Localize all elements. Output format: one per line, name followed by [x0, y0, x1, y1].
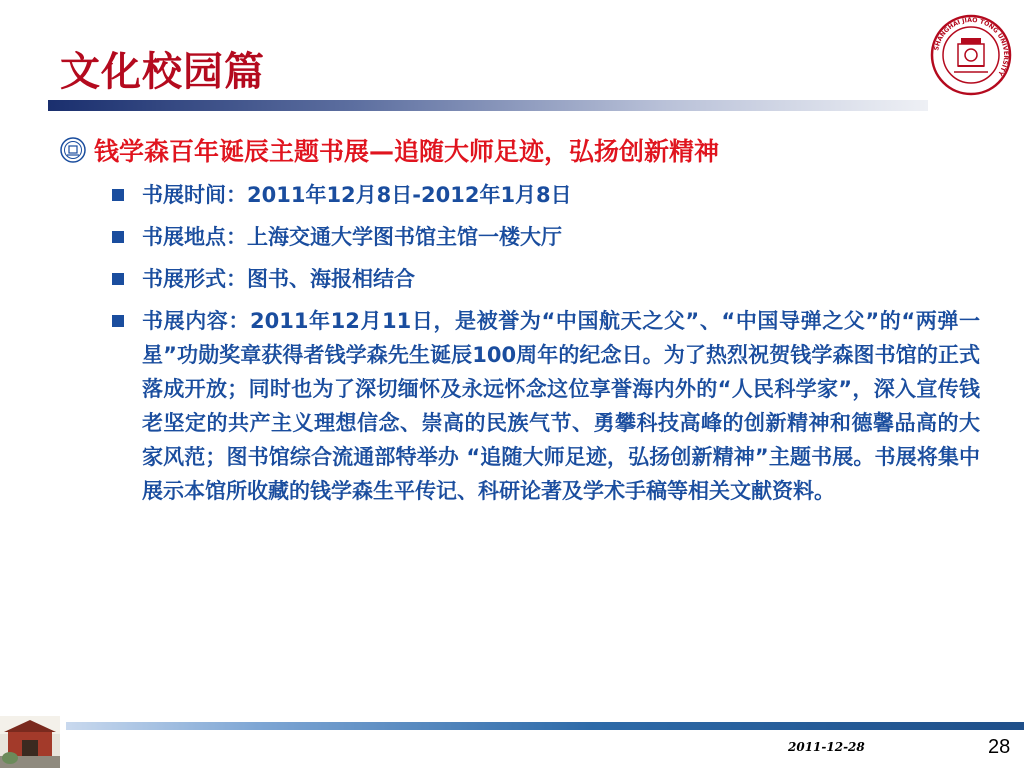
- seal-ring-text: SHANGHAI JIAO TONG UNIVERSITY: [933, 16, 1010, 77]
- bullet-item-time: [112, 178, 980, 212]
- square-bullet-icon: [112, 189, 124, 201]
- bullet-item-content: [112, 304, 980, 508]
- footer-date: 2011-12-28: [788, 740, 865, 754]
- footer-bar: [66, 722, 1024, 730]
- title-underline-bar: [48, 100, 928, 111]
- square-bullet-icon: [112, 273, 124, 285]
- bullet-text: 书展地点：上海交通大学图书馆主馆一楼大厅: [142, 225, 562, 249]
- campus-gate-photo: [0, 716, 60, 768]
- bullet-text: 书展时间：2011年12月8日-2012年1月8日: [142, 183, 572, 207]
- bullet-item-format: [112, 262, 980, 296]
- headline-text: 钱学森百年诞辰主题书展—追随大师足迹，弘扬创新精神: [94, 137, 720, 166]
- university-seal-logo: [930, 14, 1012, 96]
- bullet-item-location: [112, 220, 980, 254]
- slide-title: 文化校园篇: [60, 49, 265, 95]
- bullet-list: [112, 178, 980, 516]
- square-bullet-icon: [112, 315, 124, 327]
- bullet-text: 书展形式：图书、海报相结合: [142, 267, 415, 291]
- seal-bullet-icon: [60, 137, 86, 163]
- page-number: 28: [988, 736, 1011, 758]
- headline-row: [60, 132, 719, 168]
- square-bullet-icon: [112, 231, 124, 243]
- bullet-text: 书展内容：2011年12月11日，是被誉为“中国航天之父”、“中国导弹之父”的“两弹一星”功勋奖章获得者钱学森先生诞辰100周年的纪念日。为了热烈祝贺钱学森图书馆的正式落成开放；同时也为了深切缅怀及永远怀念这位享誉海内外的“人民科学家”，深入宣传钱老坚定的共产主义理想信念、崇高的民族气节、勇攀科技高峰的创新精神和德馨品高的大家风范；图书馆综合流通部特举办 “追随大师足迹，弘扬创新精神”主题书展。书展将集中展示本馆所收藏的钱学森生平传记、科研论著及学术手稿等相关文献资料。: [142, 309, 980, 503]
